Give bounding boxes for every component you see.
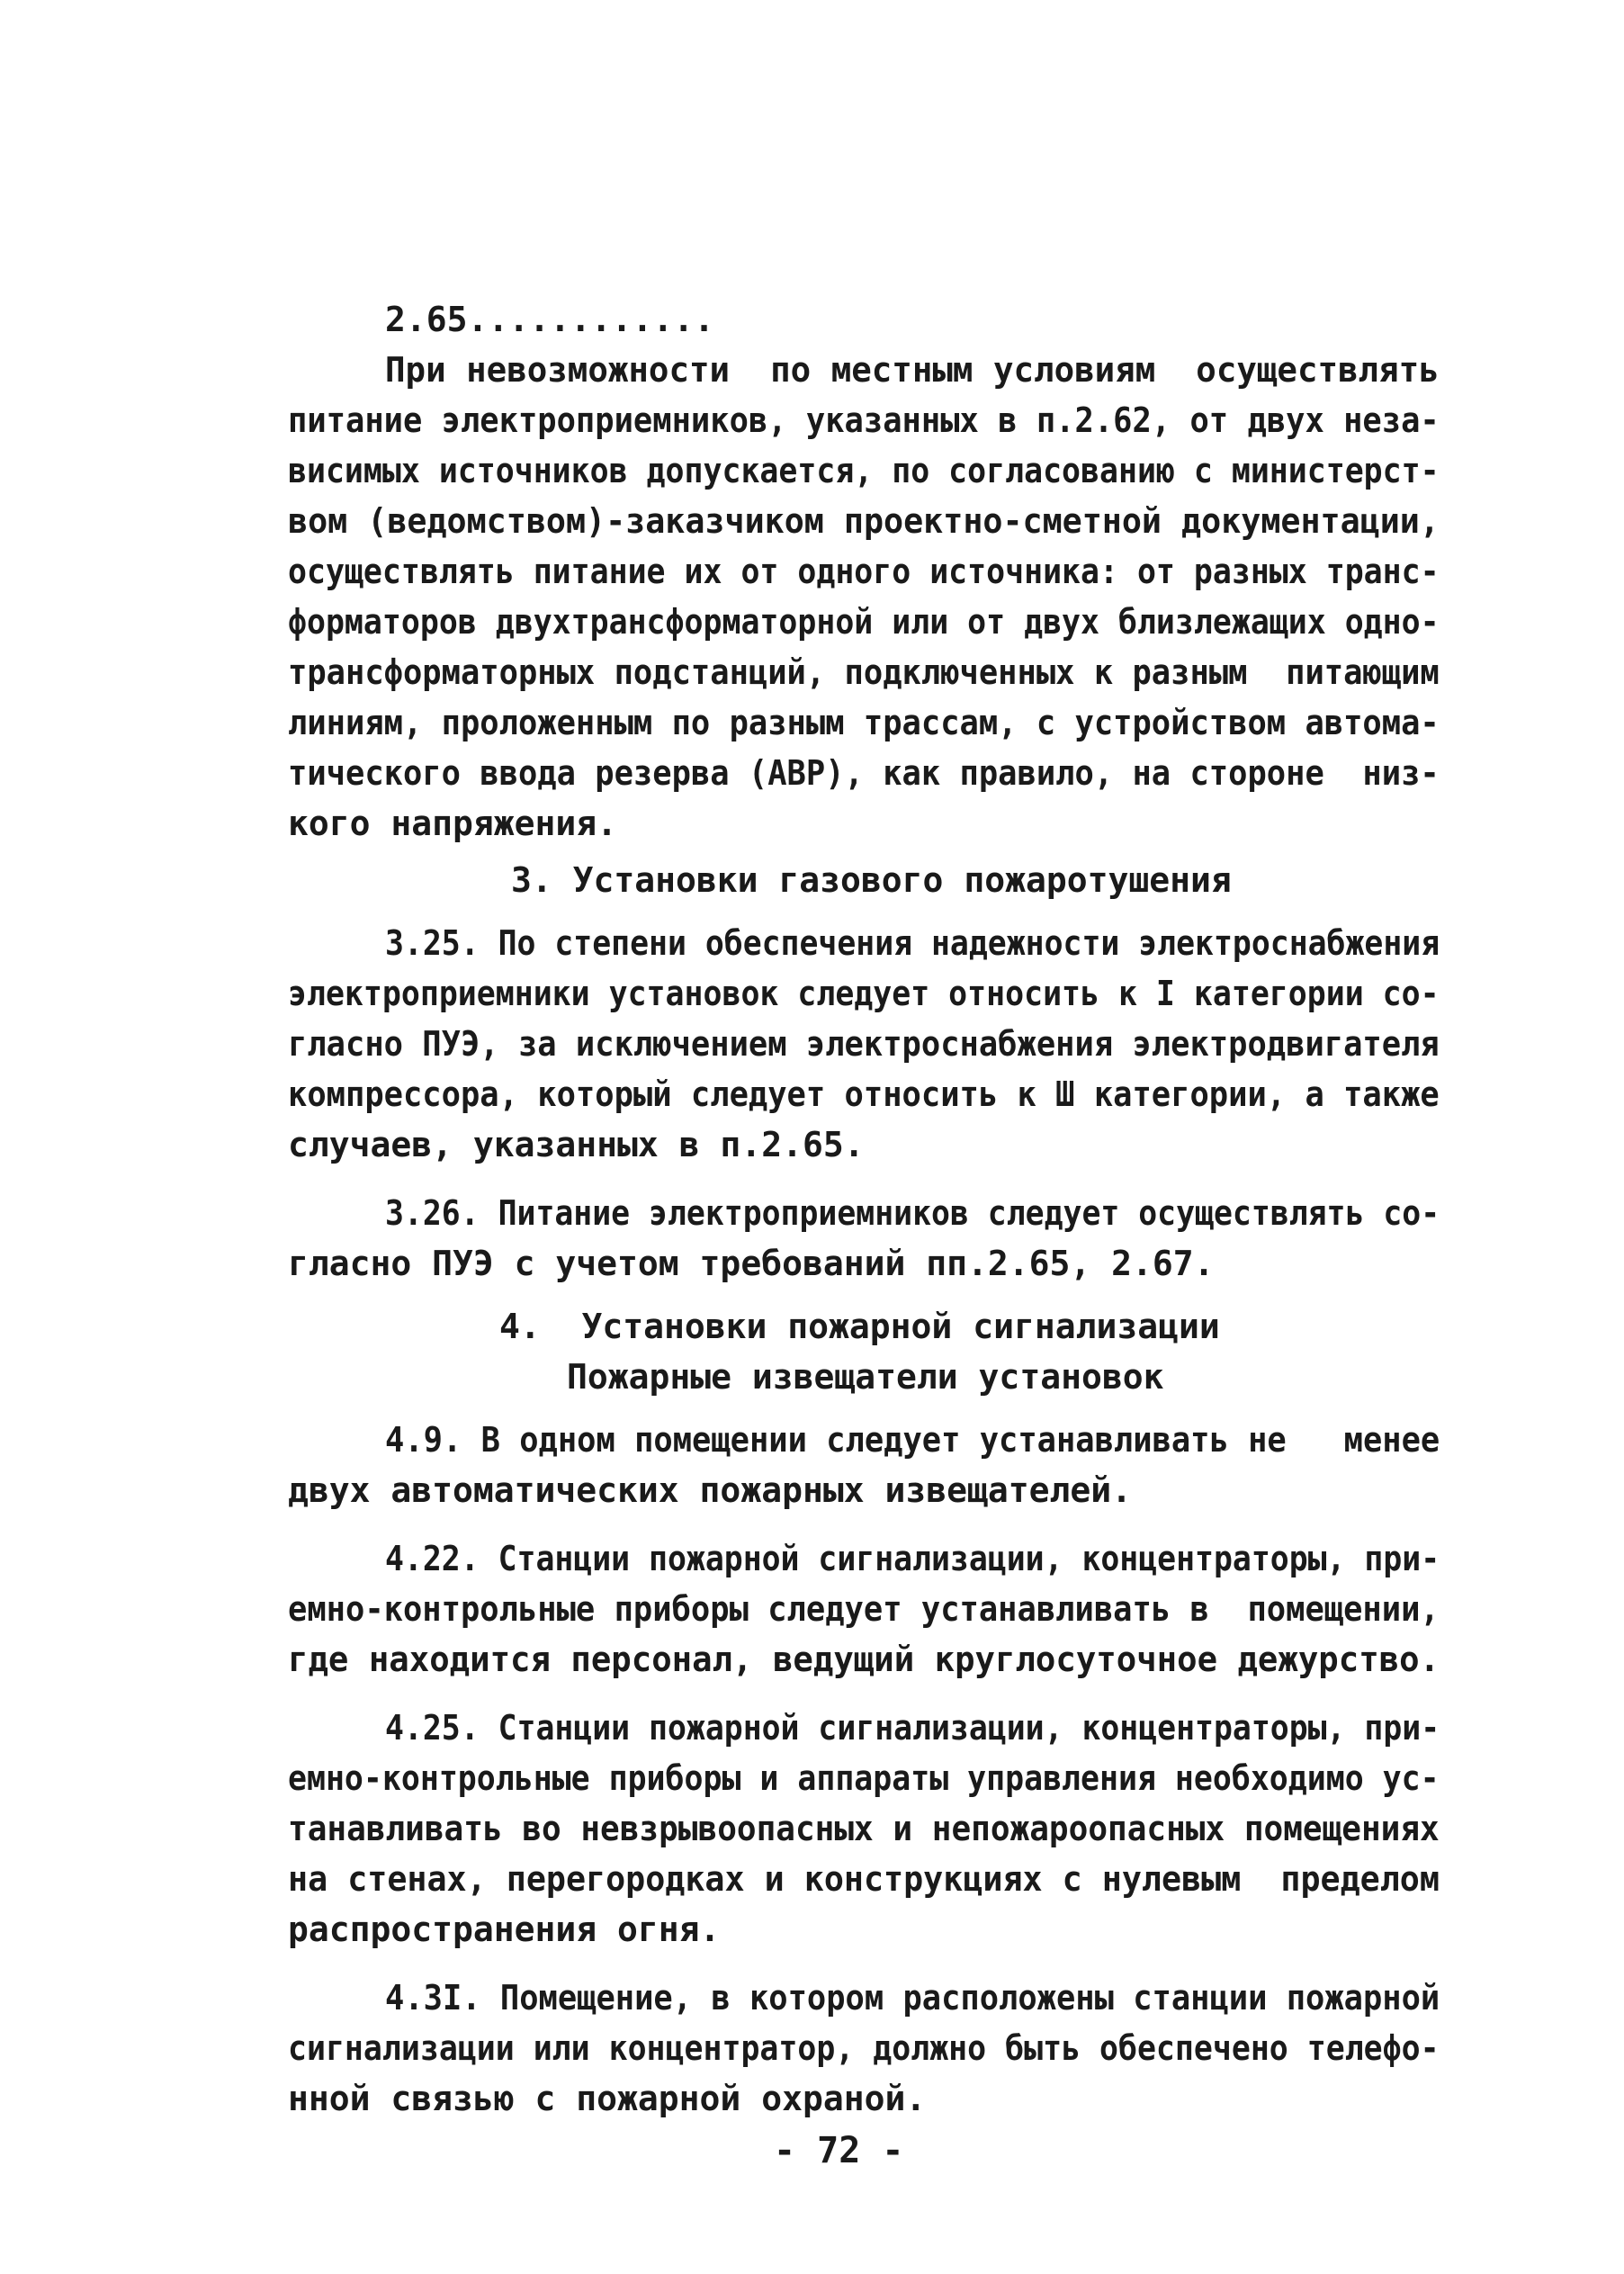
section-heading-4: 4. Установки пожарной сигнализации [499, 1307, 1220, 1346]
paragraph-line: 4.25. Станции пожарной сигнализации, концентраторы, при- [385, 1708, 1440, 1748]
paragraph-line: нной связью с пожарной охраной. [288, 2079, 927, 2118]
subsection-heading: Пожарные извещатели установок [567, 1357, 1164, 1397]
paragraph-line: форматоров двухтрансформаторной или от двух близлежащих одно- [288, 602, 1440, 642]
paragraph-line: случаев, указанных в п.2.65. [288, 1125, 865, 1164]
section-heading-3: 3. Установки газового пожаротушения [511, 860, 1232, 900]
paragraph-line: 4.3I. Помещение, в котором расположены станции пожарной [385, 1978, 1440, 2018]
paragraph-line: электроприемники установок следует относить к I категории со- [288, 974, 1440, 1013]
paragraph-line: трансформаторных подстанций, подключенных к разным питающим [288, 652, 1440, 692]
paragraph-line: кого напряжения. [288, 804, 618, 843]
paragraph-line: емно-контрольные приборы следует устанавливать в помещении, [288, 1589, 1440, 1629]
paragraph-line: питание электроприемников, указанных в п.2.62, от двух неза- [288, 400, 1440, 440]
paragraph-line: на стенах, перегородках и конструкциях с нулевым пределом [288, 1859, 1440, 1899]
paragraph-line: гласно ПУЭ с учетом требований пп.2.65, 2.67. [288, 1244, 1215, 1283]
paragraph-line: распространения огня. [288, 1910, 721, 1949]
paragraph-line: компрессора, который следует относить к Ш категории, а также [288, 1074, 1440, 1114]
paragraph-line: При невозможности по местным условиям осуществлять [385, 350, 1440, 390]
page-number: - 72 - [774, 2130, 904, 2171]
paragraph-line: линиям, проложенным по разным трассам, с устройством автома- [288, 703, 1440, 742]
paragraph-line: танавливать во невзрывоопасных и непожароопасных помещениях [288, 1809, 1440, 1848]
paragraph-line: где находится персонал, ведущий круглосуточное дежурство. [288, 1640, 1440, 1679]
paragraph-line: 4.22. Станции пожарной сигнализации, концентраторы, при- [385, 1539, 1440, 1578]
paragraph-line: гласно ПУЭ, за исключением электроснабжения электродвигателя [288, 1024, 1440, 1064]
paragraph-line: 3.25. По степени обеспечения надежности электроснабжения [385, 923, 1440, 963]
paragraph-line: 4.9. В одном помещении следует устанавливать не менее [385, 1420, 1440, 1460]
paragraph-line: висимых источников допускается, по согласованию с министерст- [288, 451, 1440, 490]
paragraph-line: сигнализации или концентратор, должно быть обеспечено телефо- [288, 2028, 1440, 2068]
paragraph-line: 3.26. Питание электроприемников следует осуществлять со- [385, 1193, 1440, 1233]
paragraph-line: двух автоматических пожарных извещателей. [288, 1470, 1132, 1510]
paragraph-line: емно-контрольные приборы и аппараты управления необходимо ус- [288, 1758, 1440, 1798]
paragraph-line: вом (ведомством)-заказчиком проектно-сметной документации, [288, 501, 1440, 541]
paragraph-line: тического ввода резерва (АВР), как правило, на стороне низ- [288, 753, 1440, 793]
paragraph-line: осуществлять питание их от одного источника: от разных транс- [288, 552, 1440, 591]
section-heading-2-65: 2.65............ [385, 300, 715, 339]
